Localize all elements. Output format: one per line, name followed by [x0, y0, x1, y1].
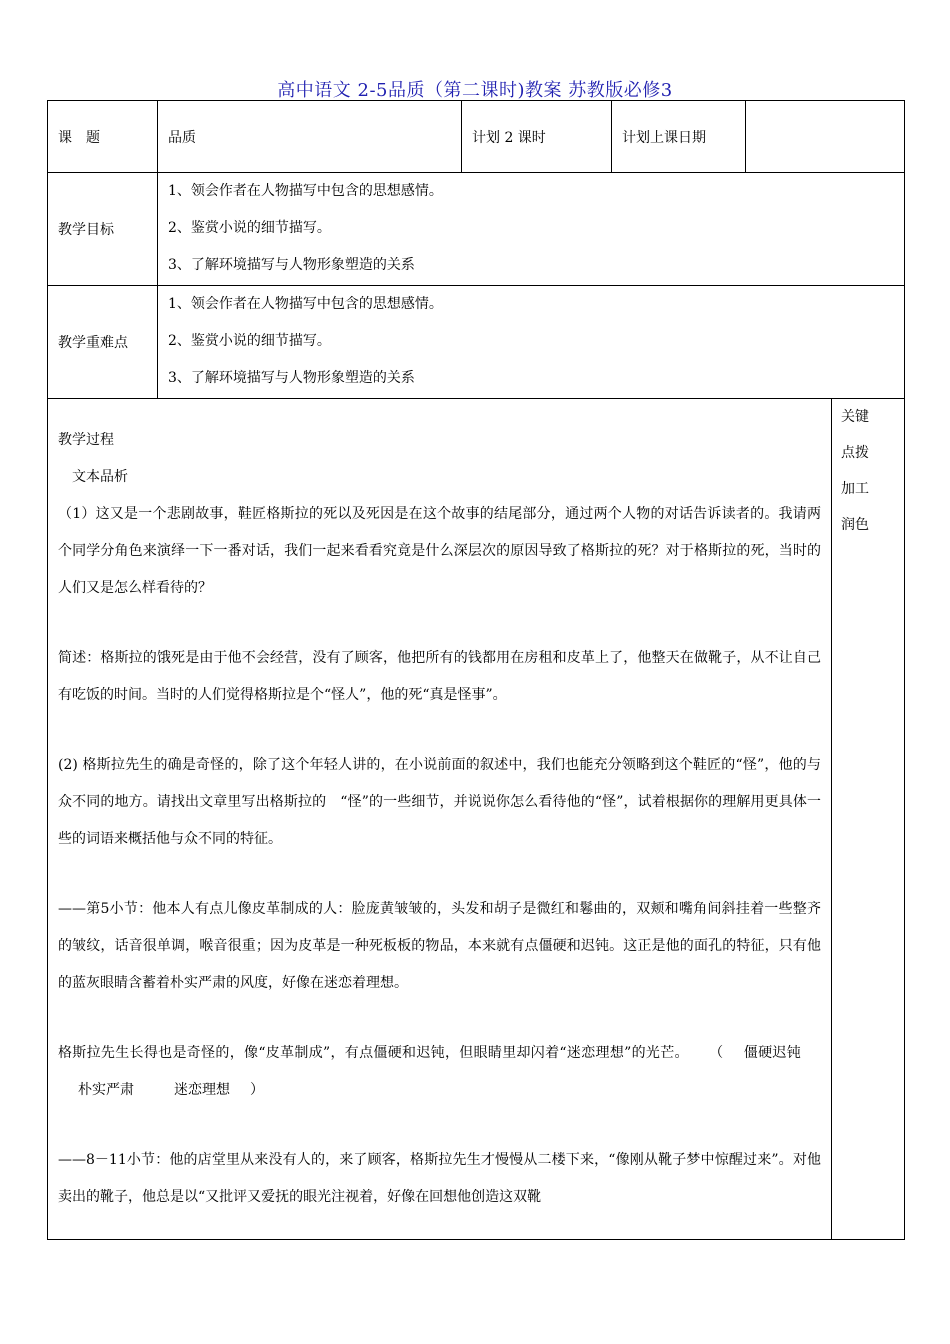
sidebar-item: 润色 — [841, 517, 869, 533]
sidebar-notes — [832, 399, 905, 1240]
sidebar-item: 加工 — [841, 481, 869, 497]
document-title: 高中语文 2-5品质（第二课时)教案 苏教版必修3 — [277, 80, 673, 101]
course-label: 课 题 — [48, 101, 158, 173]
key-point-item: 3、了解环境描写与人物形象塑造的关系 — [168, 370, 415, 386]
process-subheading: 文本品析 — [72, 469, 128, 485]
objective-item: 2、鉴赏小说的细节描写。 — [168, 220, 331, 236]
process-paragraph-5-text: 格斯拉先生长得也是奇怪的，像“皮革制成”，有点僵硬和迟钝，但眼睛里却闪着“迷恋理想”的光芒。 — [58, 1045, 689, 1061]
process-paragraph-2: 简述：格斯拉的饿死是由于他不会经营，没有了顾客，他把所有的钱都用在房租和皮革上了，他整天在做靴子，从不让自己有吃饭的时间。当时的人们觉得格斯拉是个“怪人”，他的死“真是怪事”。 — [58, 650, 821, 703]
objective-item: 3、了解环境描写与人物形象塑造的关系 — [168, 257, 415, 273]
process-content — [48, 399, 832, 1240]
key-points-label: 教学重难点 — [48, 286, 158, 399]
process-heading: 教学过程 — [58, 432, 114, 448]
objectives-row — [48, 173, 905, 286]
sidebar-item: 关键 — [841, 409, 869, 425]
process-paragraph-3: (2) 格斯拉先生的确是奇怪的，除了这个年轻人讲的，在小说前面的叙述中，我们也能充分领略到这个鞋匠的“怪”，他的与众不同的地方。请找出文章里写出格斯拉的 “怪”的一些细节，并说说你怎么看待他的“怪”，试着根据你的理解用更具体一些的词语来概括他与众不同的特征。 — [58, 757, 821, 847]
process-row — [48, 399, 905, 1240]
keyword-close: ） — [250, 1082, 264, 1098]
process-paragraph-5 — [58, 1035, 821, 1109]
header-row — [48, 101, 905, 173]
lesson-plan-table — [47, 100, 905, 1240]
process-paragraph-1: （1）这又是一个悲剧故事，鞋匠格斯拉的死以及死因是在这个故事的结尾部分，通过两个人物的对话告诉读者的。我请两个同学分角色来演绎一下一番对话，我们一起来看看究竟是什么深层次的原因导致了格斯拉的死？对于格斯拉的死，当时的人们又是怎么样看待的？ — [58, 506, 821, 596]
date-label: 计划上课日期 — [612, 101, 746, 173]
keyword-3: 迷恋理想 — [174, 1082, 230, 1098]
key-point-item: 1、领会作者在人物描写中包含的思想感情。 — [168, 296, 443, 312]
objectives-list — [158, 173, 905, 286]
process-paragraph-6: ——8－11小节：他的店堂里从来没有人的，来了顾客，格斯拉先生才慢慢从二楼下来，“像刚从靴子梦中惊醒过来”。对他卖出的靴子，他总是以“又批评又爱抚的眼光注视着，好像在回想他创造这双靴 — [58, 1152, 821, 1205]
key-point-item: 2、鉴赏小说的细节描写。 — [168, 333, 331, 349]
key-points-row — [48, 286, 905, 399]
course-value: 品质 — [158, 101, 462, 173]
sidebar-item: 点拨 — [841, 445, 869, 461]
key-points-list — [158, 286, 905, 399]
keyword-open: （ — [708, 1045, 724, 1061]
keyword-2: 朴实严肃 — [78, 1082, 134, 1098]
date-value — [746, 101, 905, 173]
objectives-label: 教学目标 — [48, 173, 158, 286]
process-paragraph-4: ——第5小节：他本人有点儿像皮革制成的人：脸庞黄皱皱的，头发和胡子是微红和鬈曲的，双颊和嘴角间斜挂着一些整齐的皱纹，话音很单调，喉音很重；因为皮革是一种死板板的物品，本来就有点僵硬和迟钝。这正是他的面孔的特征，只有他的蓝灰眼睛含蓄着朴实严肃的风度，好像在迷恋着理想。 — [58, 901, 821, 991]
objective-item: 1、领会作者在人物描写中包含的思想感情。 — [168, 183, 443, 199]
keyword-1: 僵硬迟钝 — [743, 1045, 801, 1061]
plan-hours: 计划 2 课时 — [462, 101, 612, 173]
